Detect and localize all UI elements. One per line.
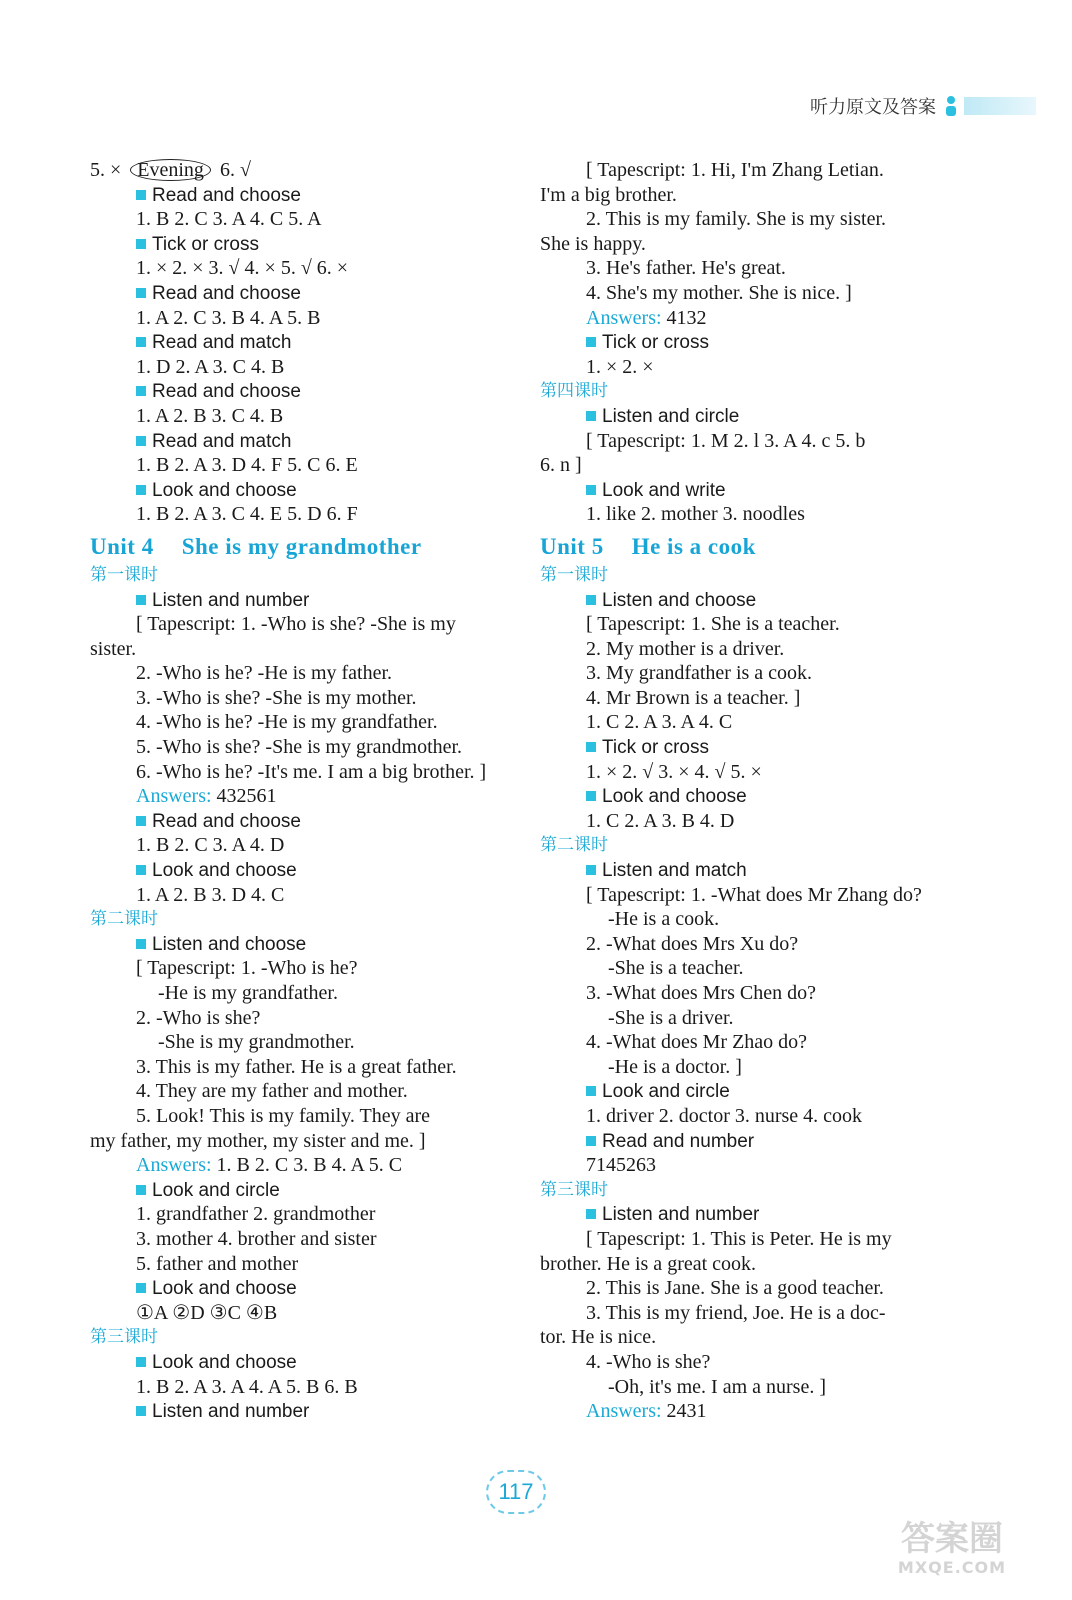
answers-value: 4132 xyxy=(661,306,707,329)
section-heading xyxy=(90,232,500,257)
unit-5-heading xyxy=(540,527,940,563)
lesson-label: 第三课时 xyxy=(90,1327,158,1348)
text-line: sister. xyxy=(90,637,137,660)
section-title: Read and choose xyxy=(152,810,301,832)
answers-value: 432561 xyxy=(211,785,277,808)
bullet-square-icon xyxy=(136,386,146,396)
section-heading xyxy=(90,932,500,957)
answers-value: 1. B 2. C 3. B 4. A 5. C xyxy=(211,1154,403,1177)
text-line: 4. Mr Brown is a teacher. ] xyxy=(586,686,801,709)
text-line: 1. B 2. A 3. D 4. F 5. C 6. E xyxy=(136,454,358,477)
text-line: [ Tapescript: 1. This is Peter. He is my xyxy=(586,1227,892,1250)
section-heading xyxy=(90,330,500,355)
text-line: 3. -What does Mrs Chen do? xyxy=(586,982,816,1004)
bullet-square-icon xyxy=(586,742,596,752)
unit-4-heading xyxy=(90,527,500,563)
text-line: 1. B 2. A 3. C 4. E 5. D 6. F xyxy=(136,503,358,526)
text-line: [ Tapescript: 1. -Who is she? -She is my xyxy=(136,613,456,636)
bullet-square-icon xyxy=(586,485,596,495)
bullet-square-icon xyxy=(136,1185,146,1195)
text-line: 2. -Who is she? xyxy=(136,1006,261,1029)
text-line: 1. C 2. A 3. A 4. C xyxy=(586,711,733,734)
bullet-square-icon xyxy=(136,816,146,826)
section-heading xyxy=(540,735,940,760)
text-line: 2. My mother is a driver. xyxy=(586,637,785,660)
text-line: 6. n ] xyxy=(540,454,582,477)
text-line: -Oh, it's me. I am a nurse. ] xyxy=(608,1375,826,1398)
text-line: 1. × 2. √ 3. × 4. √ 5. × xyxy=(586,760,762,783)
text-line: 4. -Who is she? xyxy=(586,1350,711,1373)
text-line: 4. -Who is he? -He is my grandfather. xyxy=(136,711,438,734)
bullet-square-icon xyxy=(586,791,596,801)
unit-number: Unit 5 xyxy=(540,533,604,559)
text-line: 1. × 2. × 3. √ 4. × 5. √ 6. × xyxy=(136,257,349,280)
bullet-square-icon xyxy=(136,1357,146,1367)
text-line: 2. This is Jane. She is a good teacher. xyxy=(586,1277,884,1300)
section-title: Read and choose xyxy=(152,381,301,403)
first-answer-line xyxy=(90,158,500,183)
lesson-label: 第四课时 xyxy=(540,381,608,402)
watermark-logo xyxy=(872,1520,1032,1582)
text-line: 1. driver 2. doctor 3. nurse 4. cook xyxy=(586,1104,863,1127)
bullet-square-icon xyxy=(586,865,596,875)
answers-line xyxy=(90,784,500,809)
section-title: Listen and choose xyxy=(152,933,307,955)
text-line: I'm a big brother. xyxy=(540,183,677,206)
answers-label: Answers: xyxy=(136,1154,212,1177)
text-line: 1. B 2. C 3. A 4. C 5. A xyxy=(136,208,322,231)
bullet-square-icon xyxy=(136,485,146,495)
answers-label: Answers: xyxy=(136,785,212,808)
section-title: Listen and number xyxy=(152,1401,310,1423)
text-line: 1. × 2. × xyxy=(586,355,654,378)
section-heading xyxy=(90,429,500,454)
section-heading xyxy=(540,1202,940,1227)
text-line: 1. B 2. A 3. A 4. A 5. B 6. B xyxy=(136,1375,358,1398)
header-title: 听力原文及答案 xyxy=(810,97,936,118)
section-title: Listen and circle xyxy=(602,405,740,427)
section-title: Listen and number xyxy=(602,1204,760,1226)
text-line: 2. -Who is he? -He is my father. xyxy=(136,662,393,685)
text-line: 1. C 2. A 3. B 4. D xyxy=(586,809,735,832)
watermark-bottom: MXQE.COM xyxy=(897,1558,1007,1577)
section-title: Read and match xyxy=(152,430,292,452)
section-heading xyxy=(540,784,940,809)
bullet-square-icon xyxy=(136,1406,146,1416)
section-title: Look and choose xyxy=(152,1351,297,1373)
bullet-square-icon xyxy=(136,239,146,249)
page-header xyxy=(810,92,1036,120)
text-line: ①A ②D ③C ④B xyxy=(136,1301,278,1324)
text-line: 6. -Who is he? -It's me. I am a big brother. ] xyxy=(136,760,487,783)
section-heading xyxy=(540,478,940,503)
section-heading xyxy=(90,478,500,503)
left-bottom-block xyxy=(90,563,500,1424)
text-line: 1. D 2. A 3. C 4. B xyxy=(136,355,285,378)
section-heading xyxy=(90,858,500,883)
text-line: 1. A 2. C 3. B 4. A 5. B xyxy=(136,306,321,329)
text-line: -She is a teacher. xyxy=(608,957,744,980)
lesson-label: 第二课时 xyxy=(90,909,158,930)
text-line: 7145263 xyxy=(586,1154,656,1177)
section-title: Listen and choose xyxy=(602,589,757,611)
page-number: 117 xyxy=(486,1470,546,1514)
text-line: [ Tapescript: 1. She is a teacher. xyxy=(586,613,840,636)
section-heading xyxy=(90,379,500,404)
answers-value: 2431 xyxy=(661,1400,707,1423)
bullet-square-icon xyxy=(136,1283,146,1293)
lesson-label: 第一课时 xyxy=(90,564,158,585)
text-line: [ Tapescript: 1. -What does Mr Zhang do? xyxy=(586,883,922,906)
text-line: 5. -Who is she? -She is my grandmother. xyxy=(136,736,463,759)
section-heading xyxy=(540,1079,940,1104)
text-line: 2. This is my family. She is my sister. xyxy=(586,208,887,231)
unit-title: She is my grandmother xyxy=(181,533,422,559)
bullet-square-icon xyxy=(136,288,146,298)
text-line: -He is a cook. xyxy=(608,908,720,931)
bullet-square-icon xyxy=(586,411,596,421)
text-line: 3. He's father. He's great. xyxy=(586,257,786,280)
text-line: 1. A 2. B 3. D 4. C xyxy=(136,883,285,906)
right-column xyxy=(540,158,940,1424)
unit-number: Unit 4 xyxy=(90,533,154,559)
text-line: 3. My grandfather is a cook. xyxy=(586,662,813,685)
text-line: tor. He is nice. xyxy=(540,1326,657,1349)
section-heading xyxy=(540,404,940,429)
text-line: my father, my mother, my sister and me. ] xyxy=(90,1129,426,1152)
section-heading xyxy=(90,1276,500,1301)
bullet-square-icon xyxy=(136,865,146,875)
section-heading xyxy=(90,1178,500,1203)
text-line: 5. Look! This is my family. They are xyxy=(136,1104,431,1127)
text-line: 4. -What does Mr Zhao do? xyxy=(586,1031,808,1054)
section-heading xyxy=(90,183,500,208)
lesson-label: 第三课时 xyxy=(540,1179,608,1200)
left-top-block xyxy=(90,183,500,527)
bullet-square-icon xyxy=(586,1209,596,1219)
text-line: 1. like 2. mother 3. noodles xyxy=(586,503,805,526)
answers-label: Answers: xyxy=(586,1400,662,1423)
text-line: 3. mother 4. brother and sister xyxy=(136,1227,377,1250)
bullet-square-icon xyxy=(136,436,146,446)
section-heading xyxy=(90,281,500,306)
section-title: Read and number xyxy=(602,1130,755,1152)
text-line: -He is a doctor. ] xyxy=(608,1055,742,1078)
bullet-square-icon xyxy=(136,337,146,347)
section-title: Look and write xyxy=(602,479,726,501)
section-heading xyxy=(540,1129,940,1154)
section-heading xyxy=(540,588,940,613)
section-heading xyxy=(90,809,500,834)
text-line: 4. She's my mother. She is nice. ] xyxy=(586,281,852,304)
text-line: 3. -Who is she? -She is my mother. xyxy=(136,686,417,709)
text-line: -She is a driver. xyxy=(608,1006,734,1029)
section-title: Look and circle xyxy=(152,1179,280,1201)
watermark-top: 答案圈 xyxy=(901,1519,1003,1559)
answers-line xyxy=(540,306,940,331)
right-top-block xyxy=(540,158,940,527)
section-title: Listen and match xyxy=(602,860,747,882)
section-title: Look and choose xyxy=(152,479,297,501)
bullet-square-icon xyxy=(586,1136,596,1146)
text-line: 5. father and mother xyxy=(136,1252,299,1275)
text-line: [ Tapescript: 1. -Who is he? xyxy=(136,957,358,980)
bullet-square-icon xyxy=(586,595,596,605)
text-line: 1. grandfather 2. grandmother xyxy=(136,1203,376,1226)
section-title: Read and choose xyxy=(152,184,301,206)
text-line: -He is my grandfather. xyxy=(158,982,338,1004)
text-line: 3. This is my father. He is a great father. xyxy=(136,1055,457,1078)
section-title: Look and choose xyxy=(152,860,297,882)
section-heading xyxy=(90,588,500,613)
section-title: Tick or cross xyxy=(152,233,259,255)
bullet-square-icon xyxy=(136,595,146,605)
answer-suffix: 6. √ xyxy=(219,159,251,181)
section-heading xyxy=(90,1350,500,1375)
bullet-square-icon xyxy=(586,1086,596,1096)
answers-label: Answers: xyxy=(586,306,662,329)
text-line: She is happy. xyxy=(540,232,646,255)
text-line: 2. -What does Mrs Xu do? xyxy=(586,932,799,955)
section-heading xyxy=(540,858,940,883)
text-line: 1. B 2. C 3. A 4. D xyxy=(136,834,285,857)
header-decoration-bar xyxy=(964,97,1036,115)
person-icon xyxy=(944,95,958,117)
bullet-square-icon xyxy=(136,939,146,949)
left-column xyxy=(90,158,500,1424)
section-title: Look and circle xyxy=(602,1081,730,1103)
section-title: Listen and number xyxy=(152,589,310,611)
text-line: brother. He is a great cook. xyxy=(540,1252,757,1275)
text-line: [ Tapescript: 1. M 2. l 3. A 4. c 5. b xyxy=(586,429,866,452)
text-line: -She is my grandmother. xyxy=(158,1031,355,1054)
circled-word: Evening xyxy=(130,159,211,181)
bullet-square-icon xyxy=(586,337,596,347)
text-line: 4. They are my father and mother. xyxy=(136,1080,408,1103)
section-title: Read and match xyxy=(152,332,292,354)
bullet-square-icon xyxy=(136,190,146,200)
section-title: Read and choose xyxy=(152,282,301,304)
text-line: 3. This is my friend, Joe. He is a doc- xyxy=(586,1301,886,1324)
section-title: Tick or cross xyxy=(602,332,709,354)
unit-title: He is a cook xyxy=(631,533,756,559)
lesson-label: 第一课时 xyxy=(540,564,608,585)
answers-line xyxy=(90,1153,500,1178)
section-heading xyxy=(90,1399,500,1424)
right-bottom-block xyxy=(540,563,940,1424)
text-line: [ Tapescript: 1. Hi, I'm Zhang Letian. xyxy=(586,159,884,181)
answer-prefix: 5. × xyxy=(90,159,122,181)
section-title: Tick or cross xyxy=(602,737,709,759)
answers-line xyxy=(540,1399,940,1424)
lesson-label: 第二课时 xyxy=(540,835,608,856)
section-title: Look and choose xyxy=(152,1278,297,1300)
text-line: 1. A 2. B 3. C 4. B xyxy=(136,404,284,427)
section-title: Look and choose xyxy=(602,786,747,808)
section-heading xyxy=(540,330,940,355)
